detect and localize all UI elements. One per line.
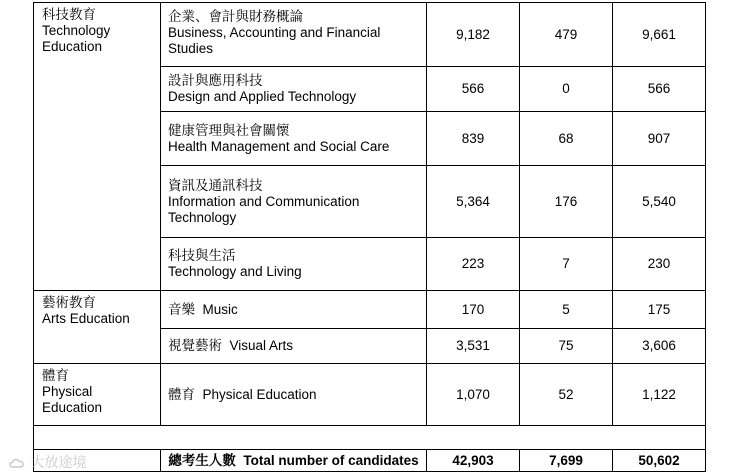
total-count: 1,122 (613, 364, 706, 426)
subject-cell (161, 329, 427, 364)
day-school-count: 566 (427, 67, 520, 112)
day-school-count: 170 (427, 291, 520, 329)
area-name-en: Arts Education (42, 311, 130, 326)
subject-name-en: Design and Applied Technology (168, 89, 357, 104)
cloud-logo-icon (8, 456, 26, 470)
total-private-count: 7,699 (520, 450, 613, 472)
private-count: 52 (520, 364, 613, 426)
day-school-count: 1,070 (427, 364, 520, 426)
area-name-zh: 科技教育 (42, 7, 96, 22)
private-count: 68 (520, 112, 613, 166)
day-school-count: 223 (427, 238, 520, 291)
area-cell-arts (34, 291, 161, 364)
area-name-en: Education (42, 39, 103, 54)
area-cell-technology (34, 3, 161, 291)
subject-name: 音樂 Music (168, 301, 238, 317)
watermark (8, 452, 86, 472)
subject-name-en: Studies (168, 41, 214, 56)
subject-name-en: Information and Communication (168, 193, 360, 209)
area-cell-physical (34, 364, 161, 426)
total-label: 總考生人數 Total number of candidates (161, 450, 427, 472)
subject-name-en: Technology and Living (168, 264, 302, 279)
subject-name-zh: 健康管理與社會關懷 (168, 122, 290, 138)
area-name-en: Technology (42, 23, 111, 38)
subject-cell (161, 67, 427, 112)
subject-name-en: Business, Accounting and Financial (168, 25, 381, 40)
private-count: 479 (520, 3, 613, 67)
total-count: 5,540 (613, 166, 706, 238)
table-row (34, 291, 706, 329)
total-day-school-count: 42,903 (427, 450, 520, 472)
total-row (34, 450, 706, 472)
private-count: 75 (520, 329, 613, 364)
subject-name-zh: 設計與應用科技 (168, 73, 263, 88)
spacer-cell (34, 426, 706, 450)
subject-cell (161, 364, 427, 426)
grand-total-count: 50,602 (613, 450, 706, 472)
private-count: 5 (520, 291, 613, 329)
spacer-row (34, 426, 706, 450)
total-count: 175 (613, 291, 706, 329)
area-name-en: Physical (42, 384, 93, 399)
day-school-count: 839 (427, 112, 520, 166)
subject-name-en: Health Management and Social Care (168, 138, 390, 154)
subject-name: 體育 Physical Education (168, 386, 317, 402)
day-school-count: 9,182 (427, 3, 520, 67)
total-count: 230 (613, 238, 706, 291)
area-name-zh: 藝術教育 (42, 295, 96, 310)
private-count: 176 (520, 166, 613, 238)
total-count: 907 (613, 112, 706, 166)
candidates-table (33, 2, 706, 472)
subject-name-zh: 科技與生活 (168, 248, 236, 263)
table-row (34, 364, 706, 426)
total-count: 566 (613, 67, 706, 112)
area-name-en: Education (42, 400, 103, 415)
subject-name-zh: 企業、會計與財務概論 (168, 9, 303, 24)
subject-cell (161, 112, 427, 166)
subject-name-en: Technology (168, 209, 237, 225)
subject-cell (161, 291, 427, 329)
total-count: 3,606 (613, 329, 706, 364)
watermark-text: 大放途境 (30, 455, 87, 471)
table-row (34, 3, 706, 67)
day-school-count: 3,531 (427, 329, 520, 364)
subject-name: 視覺藝術 Visual Arts (168, 338, 294, 353)
subject-cell (161, 166, 427, 238)
subject-cell (161, 238, 427, 291)
private-count: 7 (520, 238, 613, 291)
total-count: 9,661 (613, 3, 706, 67)
subject-name-zh: 資訊及通訊科技 (168, 177, 263, 193)
day-school-count: 5,364 (427, 166, 520, 238)
subject-cell (161, 3, 427, 67)
private-count: 0 (520, 67, 613, 112)
area-name-zh: 體育 (42, 368, 69, 383)
